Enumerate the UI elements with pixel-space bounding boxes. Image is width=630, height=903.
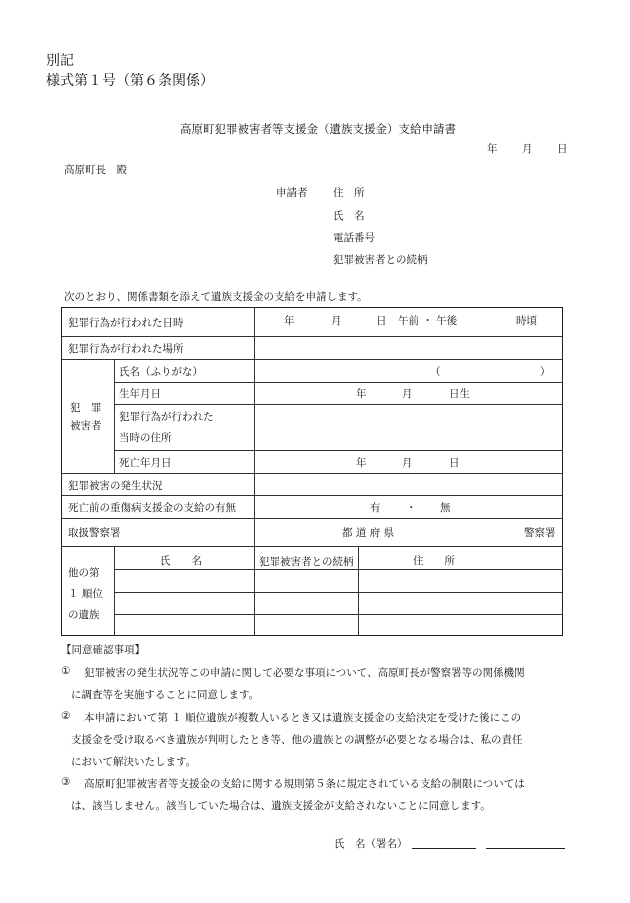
signature-label: 氏 名（署名） <box>334 838 408 850</box>
police-prefecture[interactable]: 都 道 府 県 <box>342 527 395 539</box>
other-col-name-header: 氏 名 <box>160 555 202 567</box>
consent-item-2-mark: ② <box>61 710 71 722</box>
application-table <box>61 307 563 636</box>
victim-name-paren-open: （ <box>430 366 441 378</box>
crime-datetime-ampm[interactable]: 午前 ・ 午後 <box>398 315 458 327</box>
consent-item-2-line3: において解決いたします。 <box>71 756 197 768</box>
signature-line-2[interactable] <box>486 848 565 849</box>
consent-item-1-line1: 犯罪被害の発生状況等この申請に関して必要な事項について、高原町長が警察署等の関係機関 <box>84 667 525 679</box>
crime-place-field[interactable] <box>254 336 562 356</box>
crime-datetime-month[interactable]: 月 <box>331 315 342 327</box>
date-month-field[interactable]: 月 <box>522 143 533 155</box>
addressee: 高原町長 殿 <box>64 164 127 176</box>
crime-datetime-day[interactable]: 日 <box>376 315 387 327</box>
consent-item-1-mark: ① <box>61 665 71 677</box>
page-title: 高原町犯罪被害者等支援金（遺族支援金）支給申請書 <box>180 122 456 136</box>
consent-heading: 【同意確認事項】 <box>61 644 145 656</box>
victim-address-label-1: 犯罪行為が行われた <box>119 411 214 423</box>
victim-birth-label: 生年月日 <box>119 388 161 400</box>
applicant-relation-field[interactable]: 犯罪被害者との続柄 <box>333 254 428 266</box>
consent-item-2-line1: 本申請において第 １ 順位遺族が複数人いるとき又は遺族支援金の支給決定を受けた後にこの <box>84 712 522 724</box>
applicant-label: 申請者 <box>276 187 308 199</box>
consent-item-3-line2: は、該当しません。該当していた場合は、遺族支援金が支給されないことに同意します。 <box>71 800 491 812</box>
applicant-phone-field[interactable]: 電話番号 <box>333 232 375 244</box>
victim-group-label-2: 被害者 <box>70 420 102 432</box>
other-survivors-label-1: 他の第 <box>68 567 100 579</box>
other-survivors-label-2: １ 順位 <box>68 588 103 600</box>
serious-injury-dot: ・ <box>406 502 417 514</box>
victim-death-month[interactable]: 月 <box>402 457 413 469</box>
victim-death-year[interactable]: 年 <box>356 457 367 469</box>
serious-injury-label: 死亡前の重傷病支援金の支給の有無 <box>68 502 236 514</box>
crime-datetime-label: 犯罪行為が行われた日時 <box>68 317 184 329</box>
victim-death-label: 死亡年月日 <box>119 457 172 469</box>
consent-item-3-line1: 高原町犯罪被害者等支援金の支給に関する規則第５条に規定されている支給の制限については <box>84 778 525 790</box>
consent-item-1-line2: に調査等を実施することに同意します。 <box>71 689 260 701</box>
victim-death-day[interactable]: 日 <box>449 457 460 469</box>
victim-group-label-1: 犯 罪 <box>70 402 102 414</box>
date-year-field[interactable]: 年 <box>487 143 498 155</box>
intro-text: 次のとおり、関係書類を添えて遺族支援金の支給を申請します。 <box>64 291 368 303</box>
police-station[interactable]: 警察署 <box>524 527 556 539</box>
victim-address-label-2: 当時の住所 <box>119 432 172 444</box>
form-number-label: 様式第１号（第６条関係） <box>46 73 214 89</box>
other-col-relation-header: 犯罪被害者との続柄 <box>259 556 354 568</box>
serious-injury-yes[interactable]: 有 <box>370 502 381 514</box>
crime-datetime-year[interactable]: 年 <box>284 315 295 327</box>
victim-birth-day[interactable]: 日生 <box>449 388 470 400</box>
crime-place-label: 犯罪行為が行われた場所 <box>68 343 184 355</box>
other-survivors-label-3: の遺族 <box>68 609 100 621</box>
victim-name-label: 氏名（ふりがな） <box>119 366 203 378</box>
victim-name-paren-close: ） <box>540 366 551 378</box>
other-col-address-header: 住 所 <box>413 555 455 567</box>
serious-injury-no[interactable]: 無 <box>440 502 451 514</box>
signature-line-1[interactable] <box>412 848 476 849</box>
situation-label: 犯罪被害の発生状況 <box>68 480 163 492</box>
victim-birth-month[interactable]: 月 <box>402 388 413 400</box>
form-annex-label: 別記 <box>46 53 74 69</box>
victim-birth-year[interactable]: 年 <box>356 388 367 400</box>
date-day-field[interactable]: 日 <box>557 143 568 155</box>
applicant-name-field[interactable]: 氏 名 <box>333 210 365 222</box>
police-label: 取扱警察署 <box>68 527 121 539</box>
crime-datetime-hour[interactable]: 時頃 <box>516 315 537 327</box>
applicant-address-field[interactable]: 住 所 <box>333 187 365 199</box>
consent-item-3-mark: ③ <box>61 776 71 788</box>
consent-item-2-line2: 支援金を受け取るべき遺族が判明したとき等、他の遺族との調整が必要となる場合は、私の責任 <box>71 734 523 746</box>
